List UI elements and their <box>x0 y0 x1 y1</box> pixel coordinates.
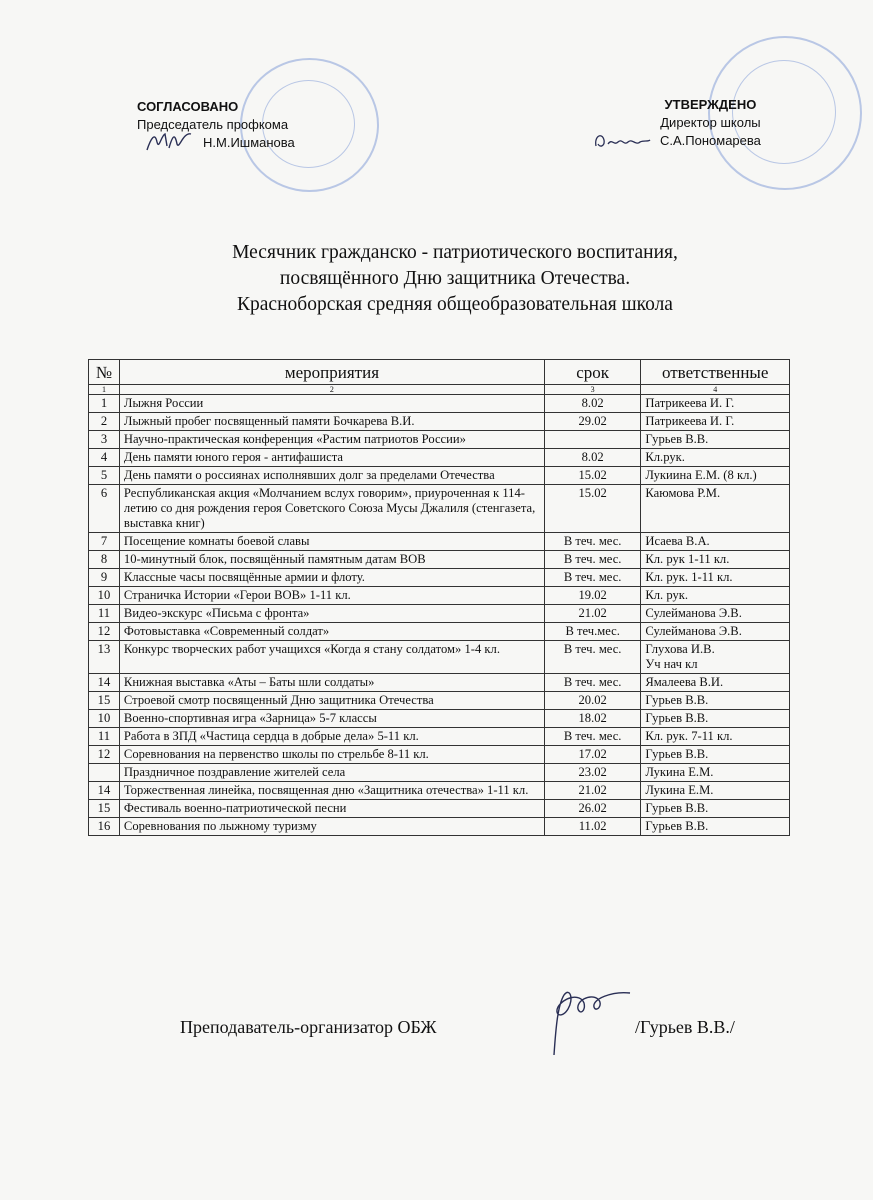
row-date: 8.02 <box>544 449 640 467</box>
row-number: 10 <box>89 587 120 605</box>
table-row <box>89 551 790 569</box>
row-number: 4 <box>89 449 120 467</box>
table-row <box>89 467 790 485</box>
title-line-1: Месячник гражданско - патриотического воспитания, <box>232 242 678 263</box>
row-responsible: Патрикеева И. Г. <box>641 413 790 431</box>
row-responsible: Лукина Е.М. <box>641 764 790 782</box>
footer-person: /Гурьев В.В./ <box>635 1017 735 1037</box>
row-date: 18.02 <box>544 710 640 728</box>
row-event: Лыжный пробег посвященный памяти Бочкарева В.И. <box>119 413 544 431</box>
row-event: Строевой смотр посвященный Дню защитника Отечества <box>119 692 544 710</box>
row-number: 2 <box>89 413 120 431</box>
table-row <box>89 746 790 764</box>
column-number: 3 <box>544 385 640 395</box>
table-row <box>89 623 790 641</box>
row-responsible: Сулейманова Э.В. <box>641 623 790 641</box>
row-event: Конкурс творческих работ учащихся «Когда я стану солдатом» 1-4 кл. <box>119 641 544 674</box>
table-row <box>89 449 790 467</box>
row-responsible: Каюмова Р.М. <box>641 485 790 533</box>
row-number: 12 <box>89 746 120 764</box>
row-number: 11 <box>89 605 120 623</box>
table-row <box>89 413 790 431</box>
row-responsible: Глухова И.В. Уч нач кл <box>641 641 790 674</box>
row-number: 7 <box>89 533 120 551</box>
row-date: 21.02 <box>544 782 640 800</box>
header-date: срок <box>544 360 640 385</box>
row-responsible: Кл. рук 1-11 кл. <box>641 551 790 569</box>
row-date: 8.02 <box>544 395 640 413</box>
row-event: Фотовыставка «Современный солдат» <box>119 623 544 641</box>
row-responsible: Кл. рук. <box>641 587 790 605</box>
row-responsible: Гурьев В.В. <box>641 431 790 449</box>
row-event: Соревнования по лыжному туризму <box>119 818 544 836</box>
row-event: Научно-практическая конференция «Растим патриотов России» <box>119 431 544 449</box>
row-date: 17.02 <box>544 746 640 764</box>
row-event: День памяти юного героя - антифашиста <box>119 449 544 467</box>
row-number <box>89 764 120 782</box>
row-date: В теч. мес. <box>544 674 640 692</box>
row-responsible: Лукина Е.М. <box>641 782 790 800</box>
table-row <box>89 533 790 551</box>
row-number: 15 <box>89 800 120 818</box>
row-responsible: Гурьев В.В. <box>641 800 790 818</box>
row-responsible: Ямалеева В.И. <box>641 674 790 692</box>
signature-right-icon <box>592 130 652 152</box>
table-row <box>89 710 790 728</box>
table-row <box>89 800 790 818</box>
column-number: 1 <box>89 385 120 395</box>
row-event: Военно-спортивная игра «Зарница» 5-7 классы <box>119 710 544 728</box>
signature-bottom-icon <box>524 985 634 1060</box>
approval-right-block <box>660 96 761 150</box>
table-row <box>89 641 790 674</box>
row-responsible: Исаева В.А. <box>641 533 790 551</box>
row-event: Фестиваль военно-патриотической песни <box>119 800 544 818</box>
events-table <box>88 359 790 836</box>
row-responsible: Гурьев В.В. <box>641 710 790 728</box>
table-row <box>89 764 790 782</box>
row-date: 11.02 <box>544 818 640 836</box>
row-event: Торжественная линейка, посвященная дню «Защитника отечества» 1-11 кл. <box>119 782 544 800</box>
row-date: 19.02 <box>544 587 640 605</box>
row-number: 16 <box>89 818 120 836</box>
document-title <box>180 240 730 318</box>
row-event: 10-минутный блок, посвящённый памятным датам ВОВ <box>119 551 544 569</box>
row-responsible: Кл. рук. 7-11 кл. <box>641 728 790 746</box>
title-line-2: посвящённого Дню защитника Отечества. <box>279 268 631 289</box>
row-date: В теч. мес. <box>544 551 640 569</box>
table-row <box>89 569 790 587</box>
approval-left-name: Н.М.Ишманова <box>203 135 295 150</box>
table-row <box>89 587 790 605</box>
row-date: В теч. мес. <box>544 641 640 674</box>
row-responsible: Кл.рук. <box>641 449 790 467</box>
table-row <box>89 605 790 623</box>
row-number: 3 <box>89 431 120 449</box>
row-number: 8 <box>89 551 120 569</box>
row-event: Посещение комнаты боевой славы <box>119 533 544 551</box>
footer-role: Преподаватель-организатор ОБЖ <box>180 1017 437 1037</box>
header-event: мероприятия <box>119 360 544 385</box>
table-row <box>89 818 790 836</box>
row-event: Классные часы посвящённые армии и флоту. <box>119 569 544 587</box>
table-row <box>89 395 790 413</box>
row-number: 11 <box>89 728 120 746</box>
row-number: 10 <box>89 710 120 728</box>
row-number: 12 <box>89 623 120 641</box>
row-date: В теч. мес. <box>544 728 640 746</box>
header-responsible: ответственные <box>641 360 790 385</box>
row-event: Работа в ЗПД «Частица сердца в добрые дела» 5-11 кл. <box>119 728 544 746</box>
column-numbers-row <box>89 385 790 395</box>
row-responsible: Гурьев В.В. <box>641 692 790 710</box>
row-number: 13 <box>89 641 120 674</box>
row-event: Республиканская акция «Молчанием вслух говорим», приуроченная к 114-летию со дня рождения героя Советского Союза Мусы Джалиля (стенгазета, выставка книг) <box>119 485 544 533</box>
table-body <box>89 395 790 836</box>
table-row <box>89 485 790 533</box>
row-date: 21.02 <box>544 605 640 623</box>
row-responsible: Патрикеева И. Г. <box>641 395 790 413</box>
row-event: Соревнования на первенство школы по стрельбе 8-11 кл. <box>119 746 544 764</box>
approval-right-label: УТВЕРЖДЕНО <box>664 97 757 112</box>
row-number: 1 <box>89 395 120 413</box>
row-date: 15.02 <box>544 485 640 533</box>
approval-right-name: С.А.Пономарева <box>660 133 761 148</box>
row-date <box>544 431 640 449</box>
row-responsible: Лукиина Е.М. (8 кл.) <box>641 467 790 485</box>
signature-left-icon <box>145 128 193 154</box>
row-date: В теч. мес. <box>544 569 640 587</box>
row-date: 15.02 <box>544 467 640 485</box>
row-number: 15 <box>89 692 120 710</box>
row-responsible: Сулейманова Э.В. <box>641 605 790 623</box>
row-number: 6 <box>89 485 120 533</box>
column-number: 4 <box>641 385 790 395</box>
title-line-3: Красноборская средняя общеобразовательная школа <box>237 294 673 315</box>
row-event: Лыжня России <box>119 395 544 413</box>
row-date: 29.02 <box>544 413 640 431</box>
row-responsible: Гурьев В.В. <box>641 746 790 764</box>
approval-left-position: Председатель профкома <box>137 117 289 132</box>
row-event: Книжная выставка «Аты – Баты шли солдаты» <box>119 674 544 692</box>
table-row <box>89 782 790 800</box>
table-row <box>89 674 790 692</box>
table-row <box>89 692 790 710</box>
column-number: 2 <box>119 385 544 395</box>
row-event: Праздничное поздравление жителей села <box>119 764 544 782</box>
table-row <box>89 728 790 746</box>
row-number: 5 <box>89 467 120 485</box>
row-event: Страничка Истории «Герои ВОВ» 1-11 кл. <box>119 587 544 605</box>
row-responsible: Кл. рук. 1-11 кл. <box>641 569 790 587</box>
row-event: День памяти о россиянах исполнявших долг за пределами Отечества <box>119 467 544 485</box>
table-row <box>89 431 790 449</box>
row-date: 23.02 <box>544 764 640 782</box>
row-number: 9 <box>89 569 120 587</box>
approval-left-label: СОГЛАСОВАНО <box>137 99 239 114</box>
table-header-row <box>89 360 790 385</box>
row-date: В теч.мес. <box>544 623 640 641</box>
row-number: 14 <box>89 782 120 800</box>
row-date: 20.02 <box>544 692 640 710</box>
row-event: Видео-экскурс «Письма с фронта» <box>119 605 544 623</box>
row-date: 26.02 <box>544 800 640 818</box>
approval-right-position: Директор школы <box>660 115 761 130</box>
row-number: 14 <box>89 674 120 692</box>
row-responsible: Гурьев В.В. <box>641 818 790 836</box>
header-number: № <box>89 360 120 385</box>
row-date: В теч. мес. <box>544 533 640 551</box>
